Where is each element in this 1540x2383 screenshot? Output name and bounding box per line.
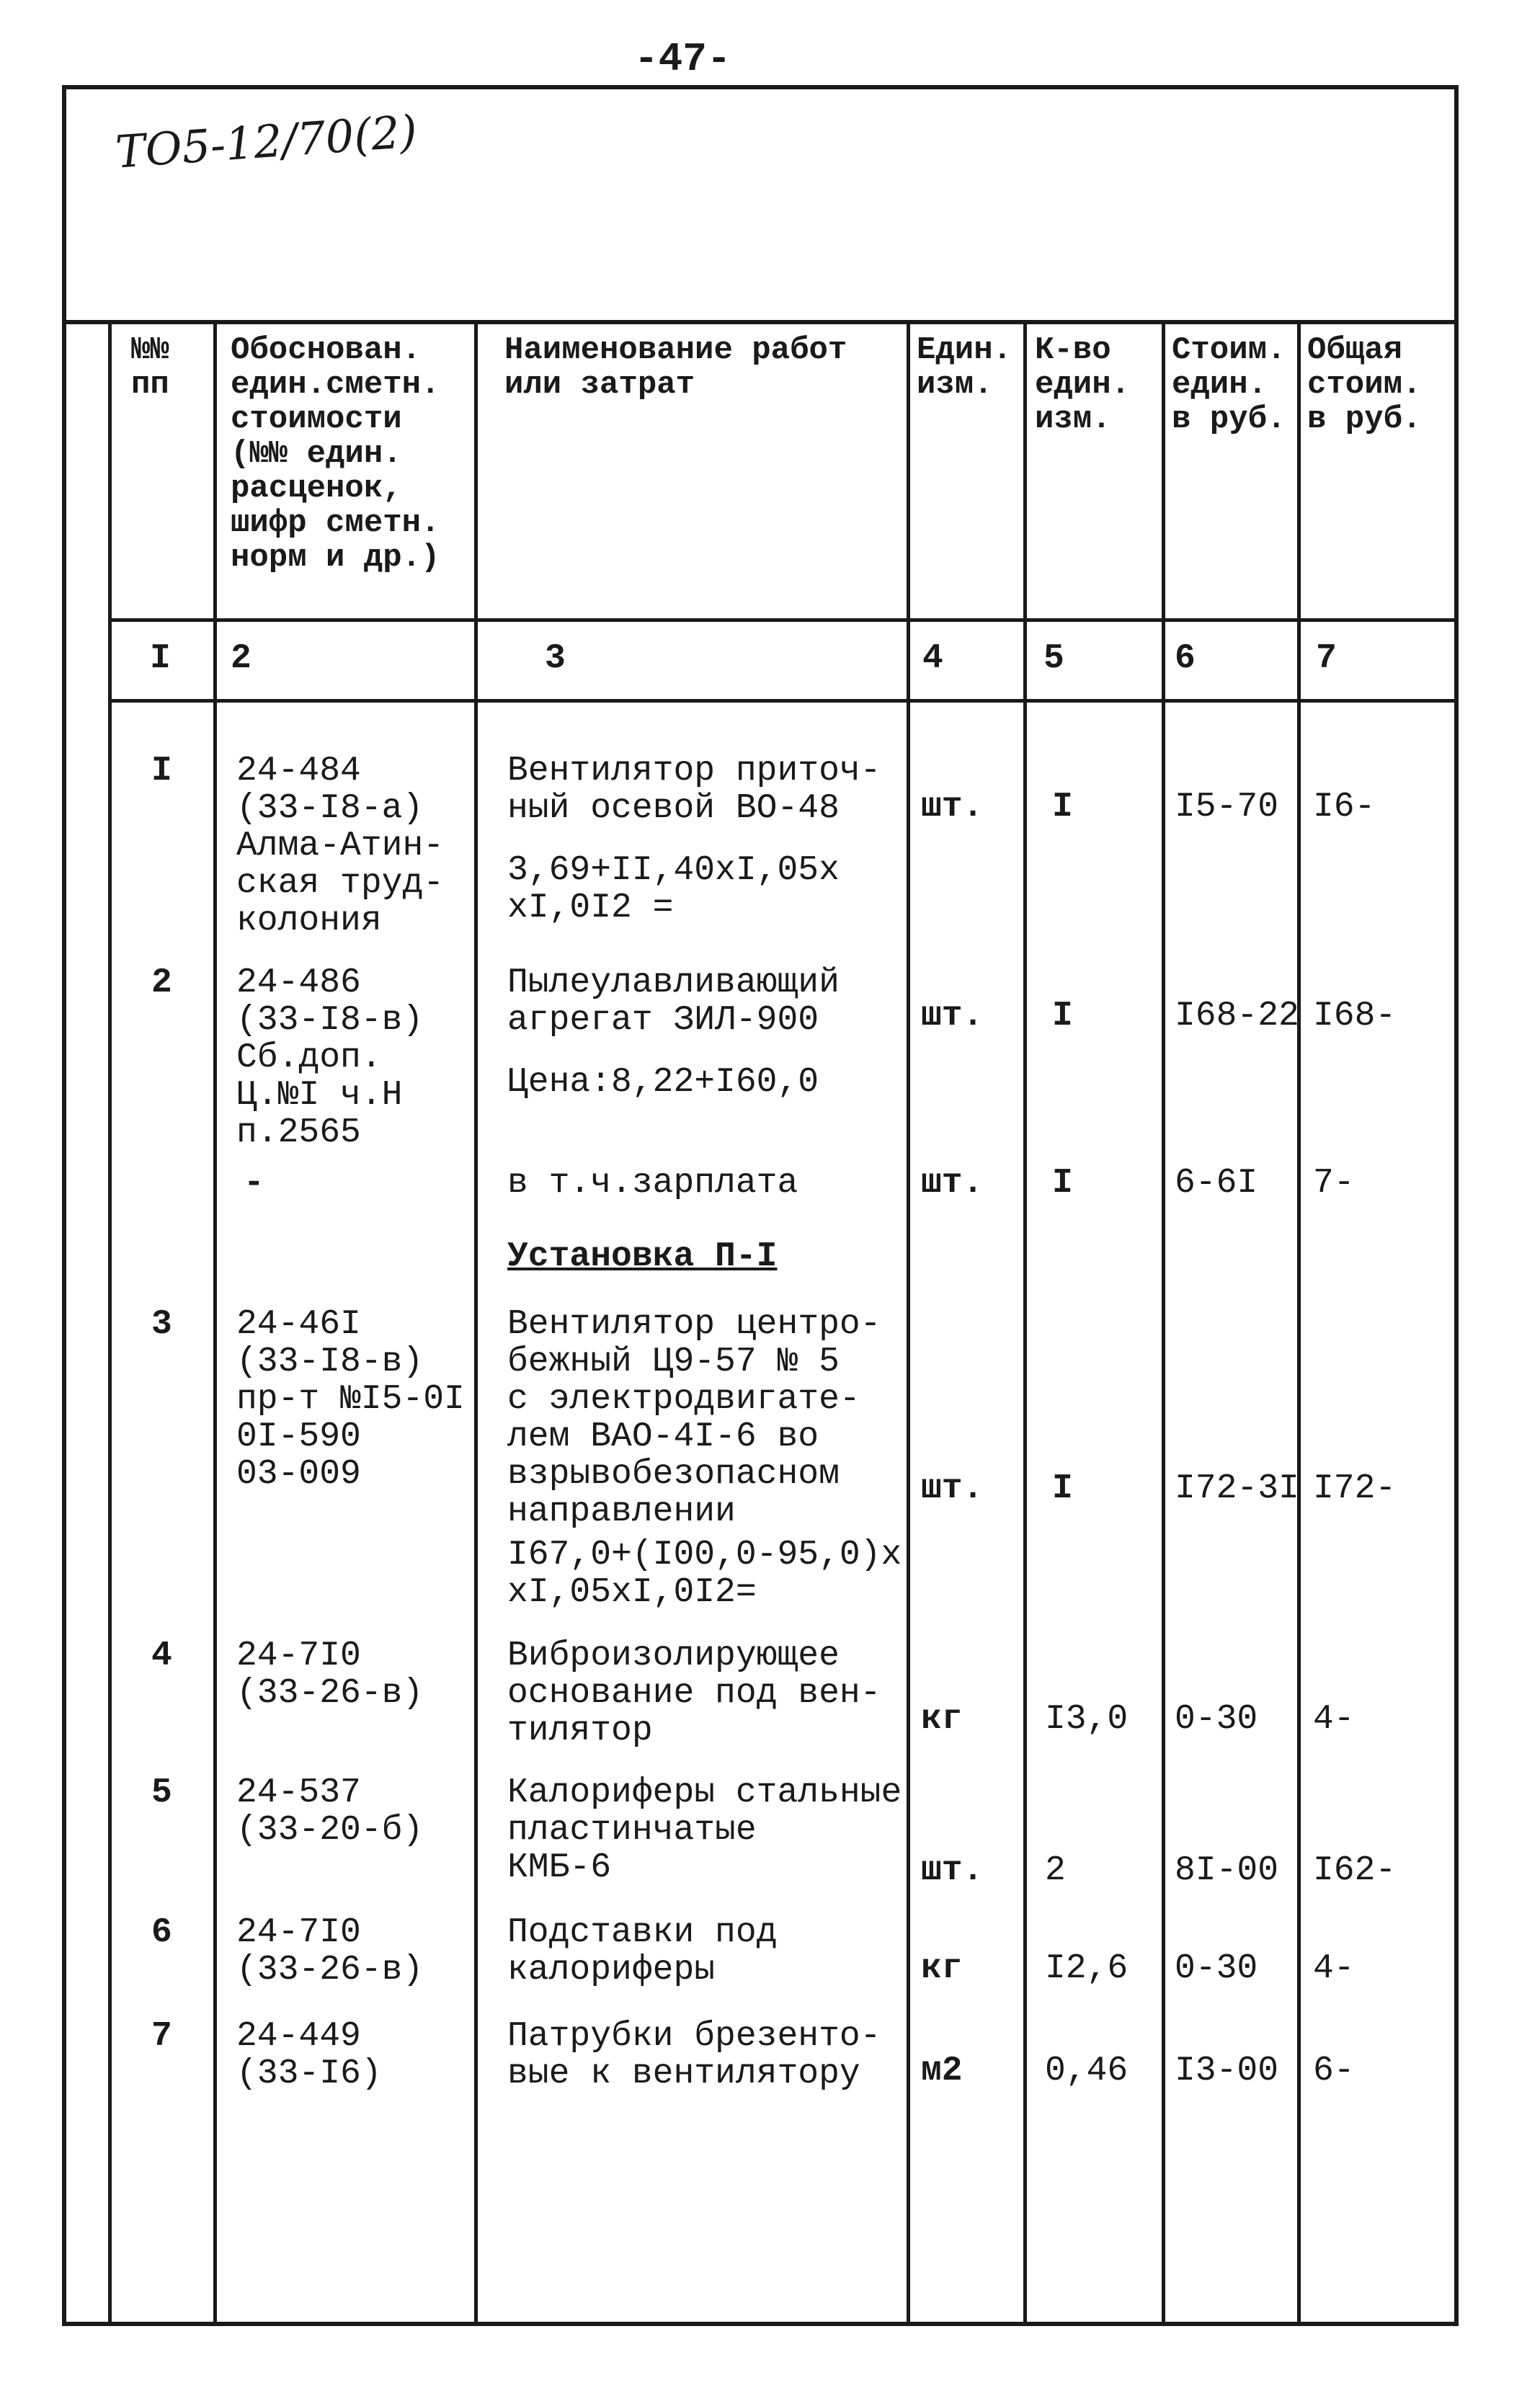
row-unit-cost: 8I-00 [1175,1851,1279,1890]
column-number: 6 [1175,639,1196,678]
row-basis: 24-7I0 (33-26-в) [236,1913,424,1990]
col-divider-4 [1023,320,1027,2326]
row-total-cost: I6- [1313,788,1376,827]
column-number: 7 [1316,639,1337,678]
row-total-cost: 6- [1313,2052,1355,2090]
header-work-name: Наименование работ или затрат [504,332,847,403]
header-total-cost: Общая стоим. в руб. [1307,332,1422,437]
row-unit: шт. [921,1469,984,1508]
page-number: -47- [634,36,731,82]
row-number: 2 [151,963,172,1002]
col-divider-2 [474,320,478,2326]
row-number: 6 [151,1913,172,1952]
row-number: 5 [151,1773,172,1812]
row-unit-cost: 0-30 [1175,1949,1258,1988]
header-number: №№ пп [131,332,169,403]
header-top-line [62,320,1459,324]
row-name: Подставки под калориферы [507,1913,778,1990]
row-unit: шт. [921,1851,984,1890]
row-unit: кг [921,1949,963,1988]
row-name: Пылеулавливающий агрегат ЗИЛ-900 [507,963,840,1040]
header-basis: Обоснован. един.сметн. стоимости (№№ един. расценок, шифр сметн. норм и др.) [231,332,440,576]
row-unit-cost: 0-30 [1175,1700,1258,1739]
row-name: Калориферы стальные пластинчатые КМБ-6 [507,1773,902,1887]
column-number: 3 [545,639,566,678]
col-divider-6 [1297,320,1301,2326]
row-name: Вентилятор центро- бежный Ц9-57 № 5 с электродвигате- лем ВАО-4I-6 во взрывобезопасном направлении [507,1305,881,1531]
row-total-cost: 7- [1313,1164,1355,1203]
row-basis: 24-484 (33-I8-а) Алма-Атин- ская труд- колония [236,752,445,940]
row-quantity: I [1052,997,1073,1035]
row-number: 3 [151,1305,172,1344]
header-bottom-line [108,618,1459,622]
row-name: Патрубки брезенто- вые к вентилятору [507,2017,881,2093]
row-name: в т.ч.зарплата [507,1164,798,1203]
row-basis: 24-46I (33-I8-в) пр-т №I5-0I 0I-590 03-009 [236,1305,465,1494]
document-code-handwritten: ТО5-12/70(2) [113,104,419,179]
row-name: Виброизолирующее основание под вен- тилятор [507,1636,881,1750]
row-unit: м2 [921,2052,963,2090]
column-number: 4 [922,639,943,678]
row-total-cost: 4- [1313,1700,1355,1739]
column-number-line [108,699,1459,703]
row-name: Вентилятор приточ- ный осевой ВО-48 [507,752,881,828]
row-quantity: I3,0 [1045,1700,1129,1739]
row-quantity: 0,46 [1045,2052,1129,2090]
row-number: 4 [151,1636,172,1675]
row-unit-cost: I68-22 [1175,997,1299,1035]
header-unit-cost: Стоим. един. в руб. [1172,332,1286,437]
row-unit: шт. [921,1164,984,1203]
row-unit-cost: I72-3I [1175,1469,1299,1508]
row-unit: кг [921,1700,963,1739]
row-total-cost: I68- [1313,997,1397,1035]
row-number: I [151,752,172,790]
column-number: 2 [231,639,252,678]
col-divider-1 [213,320,217,2326]
header-quantity: К-во един. изм. [1035,332,1131,437]
col-divider-3 [907,320,910,2326]
row-basis: 24-486 (33-I8-в) Сб.доп. Ц.№I ч.Н п.2565 [236,963,424,1152]
row-total-cost: I72- [1313,1469,1397,1508]
row-basis: 24-537 (33-20-б) [236,1773,424,1850]
row-calc: I67,0+(I00,0-95,0)х хI,05хI,0I2= [507,1536,902,1612]
row-total-cost: 4- [1313,1949,1355,1988]
row-number: 7 [151,2017,172,2056]
row-basis: - [244,1164,264,1203]
row-calc: 3,69+II,40хI,05х хI,0I2 = [507,851,840,927]
col-divider-0 [108,320,112,2326]
row-total-cost: I62- [1313,1851,1397,1890]
row-basis: 24-7I0 (33-26-в) [236,1636,424,1713]
row-basis: 24-449 (33-I6) [236,2017,382,2093]
row-calc: Цена:8,22+I60,0 [507,1063,819,1102]
row-quantity: 2 [1045,1851,1066,1890]
row-quantity: I [1052,1469,1073,1508]
col-divider-5 [1162,320,1165,2326]
row-unit: шт. [921,788,984,827]
row-quantity: I [1052,1164,1073,1203]
row-unit: шт. [921,997,984,1035]
row-unit-cost: I5-70 [1175,788,1279,827]
section-title: Установка П-I [507,1237,778,1276]
row-unit-cost: I3-00 [1175,2052,1279,2090]
column-number: I [150,639,171,678]
row-quantity: I [1052,788,1073,827]
column-number: 5 [1043,639,1064,678]
row-quantity: I2,6 [1045,1949,1129,1988]
row-unit-cost: 6-6I [1175,1164,1258,1203]
header-unit: Един. изм. [917,332,1012,403]
